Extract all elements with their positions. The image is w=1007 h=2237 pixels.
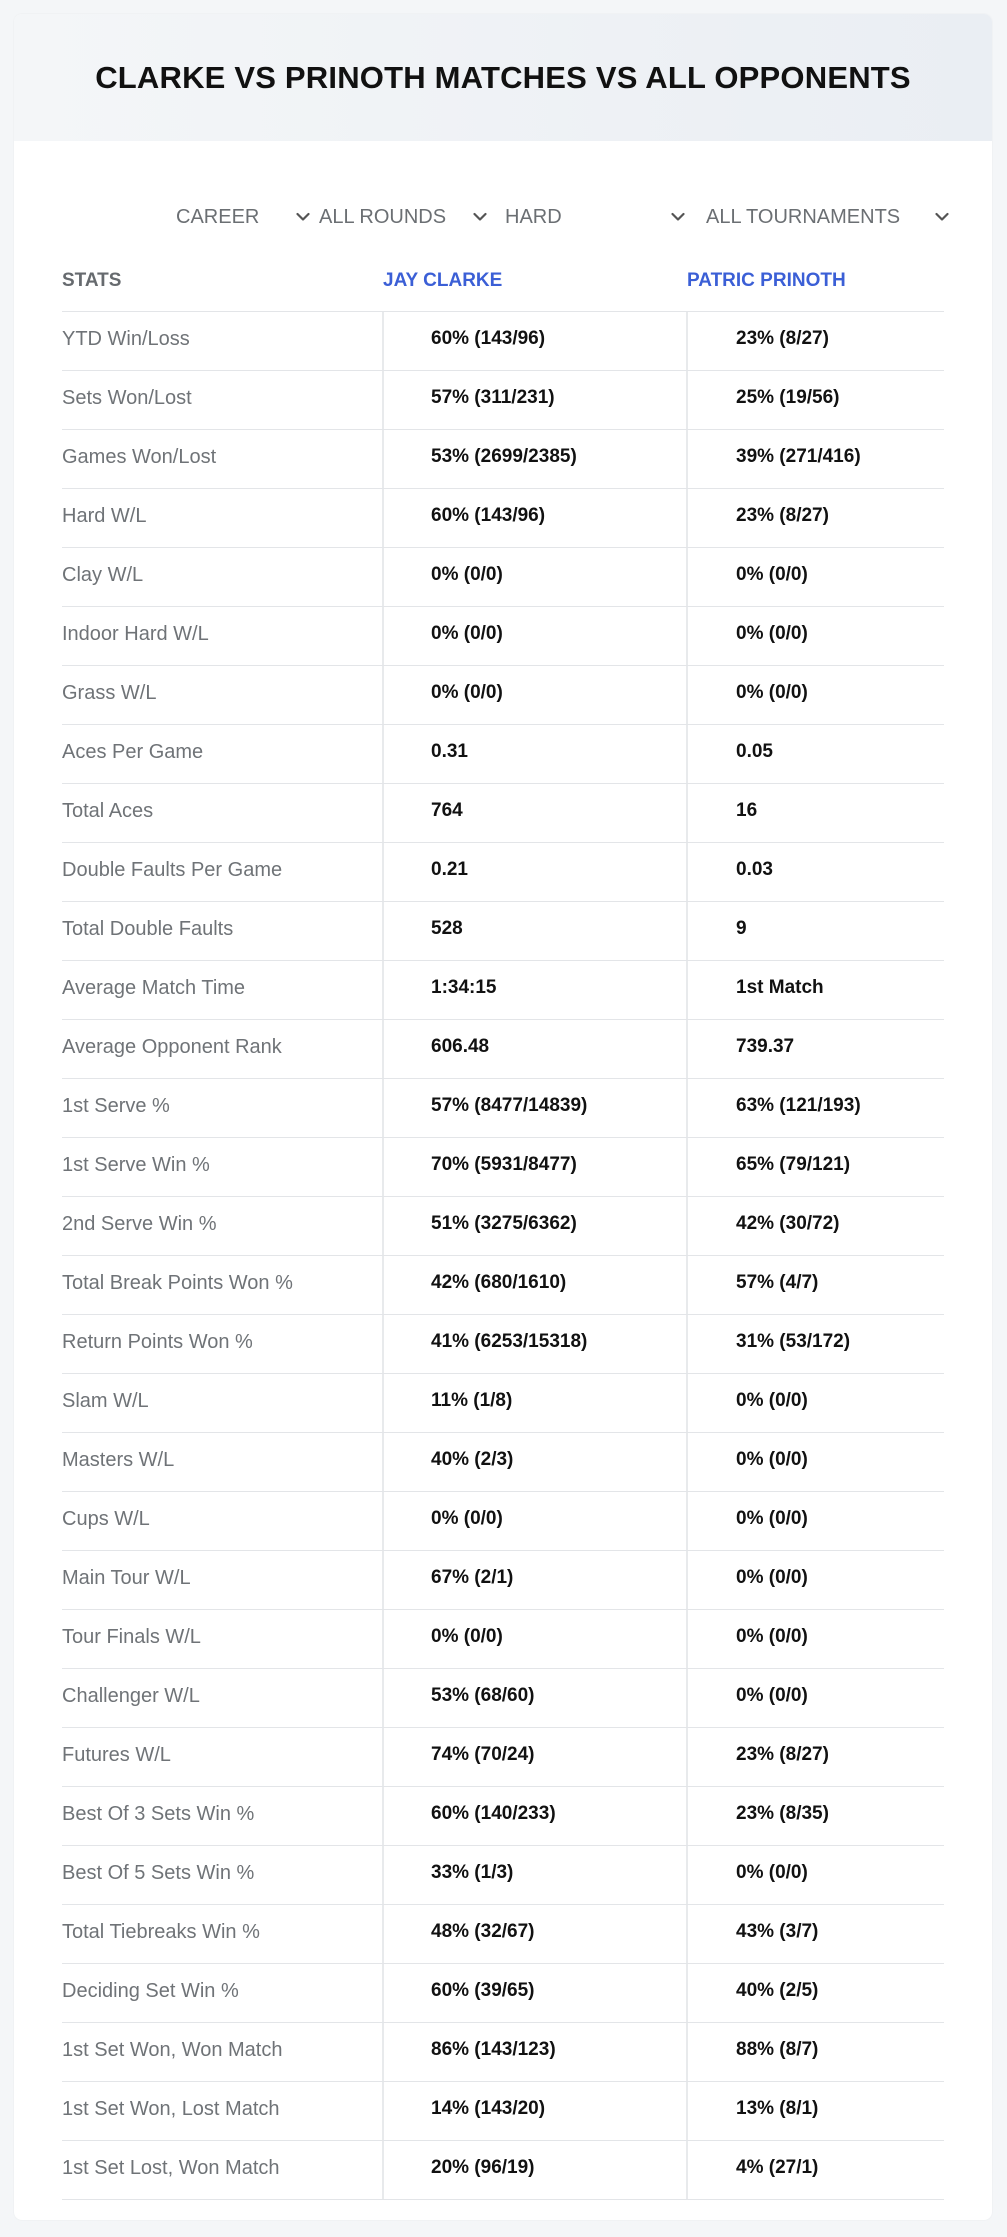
page-header bbox=[14, 14, 992, 141]
stat-label: Double Faults Per Game bbox=[62, 859, 283, 881]
column-divider bbox=[686, 607, 688, 665]
stat-label: Total Break Points Won % bbox=[62, 1272, 293, 1294]
player1-value: 41% (6253/15318) bbox=[431, 1331, 588, 1352]
comparison-card bbox=[14, 14, 992, 2220]
stat-label: Return Points Won % bbox=[62, 1331, 253, 1353]
column-divider bbox=[686, 548, 688, 606]
stat-label: Indoor Hard W/L bbox=[62, 623, 209, 645]
table-row bbox=[62, 1020, 944, 1079]
column-divider bbox=[686, 1728, 688, 1786]
filter-bar bbox=[14, 190, 992, 244]
player2-value: 0% (0/0) bbox=[736, 564, 808, 585]
player2-value: 0% (0/0) bbox=[736, 1567, 808, 1588]
column-divider bbox=[686, 371, 688, 429]
column-divider bbox=[382, 1964, 384, 2022]
player2-value: 25% (19/56) bbox=[736, 387, 840, 408]
column-divider bbox=[686, 1846, 688, 1904]
stat-label: 1st Serve % bbox=[62, 1095, 170, 1117]
column-divider bbox=[686, 666, 688, 724]
player1-value: 0.31 bbox=[431, 741, 468, 762]
column-divider bbox=[686, 902, 688, 960]
column-divider bbox=[686, 1138, 688, 1196]
player2-value: 0% (0/0) bbox=[736, 623, 808, 644]
stat-label: YTD Win/Loss bbox=[62, 328, 190, 350]
player2-value: 31% (53/172) bbox=[736, 1331, 851, 1352]
column-divider bbox=[382, 548, 384, 606]
column-header-stats: STATS bbox=[62, 270, 122, 291]
player1-value: 0% (0/0) bbox=[431, 1508, 503, 1529]
player1-value: 60% (39/65) bbox=[431, 1980, 535, 2001]
player2-value: 0% (0/0) bbox=[736, 682, 808, 703]
stat-label: Challenger W/L bbox=[62, 1685, 200, 1707]
column-divider bbox=[686, 1315, 688, 1373]
player1-value: 0% (0/0) bbox=[431, 682, 503, 703]
player1-value: 33% (1/3) bbox=[431, 1862, 514, 1883]
column-divider bbox=[686, 725, 688, 783]
player2-value: 4% (27/1) bbox=[736, 2157, 819, 2178]
stat-label: 1st Set Lost, Won Match bbox=[62, 2157, 280, 2179]
table-row bbox=[62, 843, 944, 902]
chevron-down-icon bbox=[931, 206, 953, 228]
column-divider bbox=[686, 2141, 688, 2199]
column-divider bbox=[382, 1374, 384, 1432]
stat-label: Average Match Time bbox=[62, 977, 246, 999]
filter-tournaments-select[interactable] bbox=[706, 190, 966, 244]
table-row bbox=[62, 1197, 944, 1256]
player2-value: 16 bbox=[736, 800, 758, 821]
player1-value: 60% (140/233) bbox=[431, 1803, 556, 1824]
player1-value: 0% (0/0) bbox=[431, 564, 503, 585]
player1-value: 42% (680/1610) bbox=[431, 1272, 567, 1293]
player1-value: 0.21 bbox=[431, 859, 468, 880]
filter-rounds-value: ALL ROUNDS bbox=[319, 205, 447, 228]
column-divider bbox=[686, 843, 688, 901]
stat-label: Aces Per Game bbox=[62, 741, 204, 763]
column-divider bbox=[686, 1787, 688, 1845]
column-divider bbox=[686, 2023, 688, 2081]
player1-value: 60% (143/96) bbox=[431, 328, 546, 349]
stat-label: Masters W/L bbox=[62, 1449, 175, 1471]
column-divider bbox=[382, 961, 384, 1019]
table-row bbox=[62, 902, 944, 961]
column-divider bbox=[686, 2082, 688, 2140]
column-divider bbox=[686, 1669, 688, 1727]
page-title: CLARKE VS PRINOTH MATCHES VS ALL OPPONENTS bbox=[95, 59, 911, 95]
stat-label: 1st Set Won, Won Match bbox=[62, 2039, 283, 2061]
chevron-down-icon bbox=[667, 206, 689, 228]
table-row bbox=[62, 961, 944, 1020]
table-row bbox=[62, 1315, 944, 1374]
table-row bbox=[62, 1610, 944, 1669]
player1-value: 60% (143/96) bbox=[431, 505, 546, 526]
table-row bbox=[62, 1728, 944, 1787]
player1-value: 57% (311/231) bbox=[431, 387, 555, 408]
table-row bbox=[62, 430, 944, 489]
stat-label: Main Tour W/L bbox=[62, 1567, 191, 1589]
table-row bbox=[62, 1905, 944, 1964]
player2-value: 65% (79/121) bbox=[736, 1154, 851, 1175]
table-row bbox=[62, 2082, 944, 2141]
column-divider bbox=[686, 1551, 688, 1609]
stat-label: Hard W/L bbox=[62, 505, 147, 527]
column-divider bbox=[382, 489, 384, 547]
player1-value: 67% (2/1) bbox=[431, 1567, 514, 1588]
player1-value: 528 bbox=[431, 918, 463, 939]
table-header bbox=[62, 254, 944, 311]
player2-value: 23% (8/27) bbox=[736, 328, 829, 349]
player1-value: 48% (32/67) bbox=[431, 1921, 535, 1942]
player1-value: 53% (2699/2385) bbox=[431, 446, 577, 467]
stat-label: Best Of 5 Sets Win % bbox=[62, 1862, 255, 1884]
player2-value: 88% (8/7) bbox=[736, 2039, 819, 2060]
stat-label: Best Of 3 Sets Win % bbox=[62, 1803, 255, 1825]
player2-value: 40% (2/5) bbox=[736, 1980, 819, 2001]
column-divider bbox=[686, 489, 688, 547]
column-divider bbox=[382, 1256, 384, 1314]
table-row bbox=[62, 371, 944, 430]
column-divider bbox=[382, 2082, 384, 2140]
stat-label: Average Opponent Rank bbox=[62, 1036, 282, 1058]
column-divider bbox=[382, 1433, 384, 1491]
table-row bbox=[62, 1138, 944, 1197]
stat-label: Games Won/Lost bbox=[62, 446, 217, 468]
column-divider bbox=[382, 843, 384, 901]
player2-value: 23% (8/27) bbox=[736, 1744, 829, 1765]
column-divider bbox=[382, 784, 384, 842]
player1-value: 86% (143/123) bbox=[431, 2039, 556, 2060]
player2-value: 0% (0/0) bbox=[736, 1508, 808, 1529]
column-divider bbox=[382, 725, 384, 783]
stat-label: Futures W/L bbox=[62, 1744, 171, 1766]
player2-value: 1st Match bbox=[736, 977, 824, 998]
player2-value: 23% (8/27) bbox=[736, 505, 829, 526]
player1-value: 53% (68/60) bbox=[431, 1685, 535, 1706]
player2-value: 42% (30/72) bbox=[736, 1213, 840, 1234]
player2-value: 0.05 bbox=[736, 741, 773, 762]
column-divider bbox=[686, 1433, 688, 1491]
stat-label: 1st Set Won, Lost Match bbox=[62, 2098, 280, 2120]
player1-value: 606.48 bbox=[431, 1036, 490, 1057]
player1-value: 764 bbox=[431, 800, 463, 821]
player1-value: 74% (70/24) bbox=[431, 1744, 535, 1765]
column-divider bbox=[382, 1610, 384, 1668]
filter-period-select[interactable] bbox=[176, 190, 316, 244]
player2-value: 9 bbox=[736, 918, 747, 939]
column-divider bbox=[382, 1669, 384, 1727]
filter-tournaments-value: ALL TOURNAMENTS bbox=[706, 205, 901, 228]
column-divider bbox=[382, 1079, 384, 1137]
table-row bbox=[62, 1374, 944, 1433]
player1-value: 11% (1/8) bbox=[431, 1390, 513, 1411]
player1-value: 14% (143/20) bbox=[431, 2098, 546, 2119]
column-divider bbox=[686, 1905, 688, 1963]
player1-value: 40% (2/3) bbox=[431, 1449, 514, 1470]
column-divider bbox=[382, 1315, 384, 1373]
player2-value: 0% (0/0) bbox=[736, 1626, 808, 1647]
column-divider bbox=[382, 430, 384, 488]
column-divider bbox=[382, 1905, 384, 1963]
player2-value: 0% (0/0) bbox=[736, 1449, 808, 1470]
player2-value: 0% (0/0) bbox=[736, 1390, 808, 1411]
column-divider bbox=[382, 1020, 384, 1078]
player2-value: 23% (8/35) bbox=[736, 1803, 829, 1824]
column-header-player1[interactable]: JAY CLARKE bbox=[383, 270, 503, 291]
player2-value: 57% (4/7) bbox=[736, 1272, 819, 1293]
column-divider bbox=[382, 1728, 384, 1786]
column-divider bbox=[686, 312, 688, 370]
column-divider bbox=[686, 1197, 688, 1255]
player2-value: 39% (271/416) bbox=[736, 446, 861, 467]
table-row bbox=[62, 1669, 944, 1728]
stat-label: Tour Finals W/L bbox=[62, 1626, 201, 1648]
player1-value: 51% (3275/6362) bbox=[431, 1213, 577, 1234]
table-row bbox=[62, 666, 944, 725]
stat-label: Total Tiebreaks Win % bbox=[62, 1921, 260, 1943]
table-row bbox=[62, 607, 944, 666]
stat-label: 1st Serve Win % bbox=[62, 1154, 210, 1176]
table-row bbox=[62, 312, 944, 371]
table-row bbox=[62, 1551, 944, 1610]
filter-rounds-select[interactable] bbox=[319, 190, 499, 244]
column-divider bbox=[686, 430, 688, 488]
stats-table bbox=[62, 311, 944, 2200]
player2-value: 13% (8/1) bbox=[736, 2098, 819, 2119]
column-divider bbox=[382, 1787, 384, 1845]
column-divider bbox=[382, 607, 384, 665]
table-row bbox=[62, 1492, 944, 1551]
stat-label: Slam W/L bbox=[62, 1390, 149, 1412]
player1-value: 1:34:15 bbox=[431, 977, 497, 998]
column-divider bbox=[382, 2141, 384, 2199]
chevron-down-icon bbox=[469, 206, 491, 228]
stat-label: 2nd Serve Win % bbox=[62, 1213, 217, 1235]
column-divider bbox=[382, 1197, 384, 1255]
table-row bbox=[62, 1433, 944, 1492]
table-row bbox=[62, 1846, 944, 1905]
player2-value: 63% (121/193) bbox=[736, 1095, 861, 1116]
column-divider bbox=[686, 1492, 688, 1550]
column-divider bbox=[382, 1846, 384, 1904]
column-divider bbox=[686, 1020, 688, 1078]
column-divider bbox=[686, 1964, 688, 2022]
table-row bbox=[62, 1079, 944, 1138]
stat-label: Grass W/L bbox=[62, 682, 157, 704]
stat-label: Cups W/L bbox=[62, 1508, 150, 1530]
table-row bbox=[62, 489, 944, 548]
chevron-down-icon bbox=[292, 206, 314, 228]
stat-label: Total Double Faults bbox=[62, 918, 234, 940]
player2-value: 0.03 bbox=[736, 859, 773, 880]
player2-value: 739.37 bbox=[736, 1036, 795, 1057]
column-divider bbox=[382, 312, 384, 370]
filter-surface-select[interactable] bbox=[505, 190, 700, 244]
column-divider bbox=[382, 902, 384, 960]
player1-value: 0% (0/0) bbox=[431, 1626, 503, 1647]
column-divider bbox=[382, 1138, 384, 1196]
table-row bbox=[62, 1964, 944, 2023]
filter-period-value: CAREER bbox=[176, 205, 260, 228]
column-divider bbox=[382, 371, 384, 429]
player1-value: 20% (96/19) bbox=[431, 2157, 535, 2178]
column-divider bbox=[382, 1551, 384, 1609]
stat-label: Clay W/L bbox=[62, 564, 144, 586]
table-row bbox=[62, 725, 944, 784]
table-row bbox=[62, 2141, 944, 2200]
player2-value: 0% (0/0) bbox=[736, 1862, 808, 1883]
table-row bbox=[62, 2023, 944, 2082]
column-divider bbox=[686, 1610, 688, 1668]
filter-surface-value: HARD bbox=[505, 205, 562, 228]
column-divider bbox=[686, 961, 688, 1019]
column-divider bbox=[382, 2023, 384, 2081]
stat-label: Sets Won/Lost bbox=[62, 387, 192, 409]
player1-value: 0% (0/0) bbox=[431, 623, 503, 644]
stat-label: Total Aces bbox=[62, 800, 154, 822]
table-row bbox=[62, 1256, 944, 1315]
column-divider bbox=[686, 1256, 688, 1314]
player1-value: 70% (5931/8477) bbox=[431, 1154, 577, 1175]
column-header-player2[interactable]: PATRIC PRINOTH bbox=[687, 270, 846, 291]
table-row bbox=[62, 1787, 944, 1846]
column-divider bbox=[686, 784, 688, 842]
column-divider bbox=[686, 1374, 688, 1432]
table-row bbox=[62, 548, 944, 607]
table-row bbox=[62, 784, 944, 843]
column-divider bbox=[686, 1079, 688, 1137]
player2-value: 0% (0/0) bbox=[736, 1685, 808, 1706]
player1-value: 57% (8477/14839) bbox=[431, 1095, 588, 1116]
stat-label: Deciding Set Win % bbox=[62, 1980, 239, 2002]
player2-value: 43% (3/7) bbox=[736, 1921, 819, 1942]
column-divider bbox=[382, 1492, 384, 1550]
column-divider bbox=[382, 666, 384, 724]
